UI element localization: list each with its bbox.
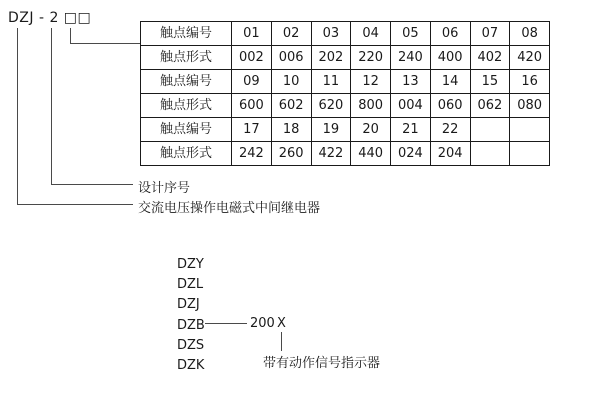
value-cell: 204 <box>430 142 470 166</box>
value-cell <box>510 142 550 166</box>
value-cell: 440 <box>351 142 391 166</box>
contact-code-table <box>140 21 550 166</box>
connector-contact-box-to-table-line <box>70 43 140 44</box>
row-label-cell: 触点形式 <box>141 142 232 166</box>
value-cell: 13 <box>391 70 431 94</box>
value-cell: 620 <box>311 94 351 118</box>
value-cell: 060 <box>430 94 470 118</box>
value-cell: 03 <box>311 22 351 46</box>
variant-note-connector-line <box>281 332 282 351</box>
row-label-cell: 触点编号 <box>141 118 232 142</box>
connector-contact-box-vertical-line <box>70 28 71 44</box>
value-cell: 080 <box>510 94 550 118</box>
model-series-item: DZK <box>177 357 205 373</box>
value-cell: 10 <box>271 70 311 94</box>
row-label-cell: 触点形式 <box>141 94 232 118</box>
value-cell: 09 <box>232 70 272 94</box>
value-cell: 400 <box>430 46 470 70</box>
row-label-cell: 触点形式 <box>141 46 232 70</box>
variant-note-label: 带有动作信号指示器 <box>263 356 381 371</box>
connector-design-serial-horizontal-line <box>51 184 133 185</box>
value-cell: 420 <box>510 46 550 70</box>
connector-relay-desc-vertical-line <box>17 28 18 205</box>
dzb-rating-value: 200 <box>250 316 275 331</box>
value-cell: 242 <box>232 142 272 166</box>
value-cell: 422 <box>311 142 351 166</box>
value-cell: 20 <box>351 118 391 142</box>
value-cell: 05 <box>391 22 431 46</box>
value-cell: 002 <box>232 46 272 70</box>
value-cell: 04 <box>351 22 391 46</box>
dzb-variant-letter: X <box>277 316 286 331</box>
model-series-item: DZB <box>177 317 205 333</box>
design-serial-label: 设计序号 <box>138 181 191 196</box>
value-cell: 07 <box>470 22 510 46</box>
model-series-item: DZJ <box>177 297 200 313</box>
value-cell: 202 <box>311 46 351 70</box>
value-cell: 004 <box>391 94 431 118</box>
value-cell: 11 <box>311 70 351 94</box>
row-label-cell: 触点编号 <box>141 22 232 46</box>
value-cell: 006 <box>271 46 311 70</box>
value-cell: 18 <box>271 118 311 142</box>
table-row <box>141 142 550 166</box>
model-code-title: DZJ - 2 □□ <box>8 10 92 26</box>
value-cell: 21 <box>391 118 431 142</box>
model-series-item: DZL <box>177 277 204 293</box>
value-cell: 240 <box>391 46 431 70</box>
row-label-cell: 触点编号 <box>141 70 232 94</box>
value-cell: 08 <box>510 22 550 46</box>
value-cell <box>470 118 510 142</box>
table-row <box>141 46 550 70</box>
dzb-rating-connector-line <box>205 323 247 324</box>
value-cell: 024 <box>391 142 431 166</box>
value-cell: 01 <box>232 22 272 46</box>
value-cell: 260 <box>271 142 311 166</box>
value-cell <box>470 142 510 166</box>
value-cell: 402 <box>470 46 510 70</box>
value-cell: 220 <box>351 46 391 70</box>
value-cell: 15 <box>470 70 510 94</box>
value-cell: 602 <box>271 94 311 118</box>
value-cell: 12 <box>351 70 391 94</box>
contact-table-body <box>141 22 550 166</box>
table-row <box>141 118 550 142</box>
table-row <box>141 70 550 94</box>
value-cell <box>510 118 550 142</box>
value-cell: 02 <box>271 22 311 46</box>
table-row <box>141 94 550 118</box>
value-cell: 14 <box>430 70 470 94</box>
connector-design-serial-vertical-line <box>51 28 52 185</box>
table-row <box>141 22 550 46</box>
value-cell: 062 <box>470 94 510 118</box>
value-cell: 19 <box>311 118 351 142</box>
value-cell: 600 <box>232 94 272 118</box>
value-cell: 06 <box>430 22 470 46</box>
model-series-item: DZS <box>177 337 205 353</box>
value-cell: 22 <box>430 118 470 142</box>
model-series-item: DZY <box>177 257 204 272</box>
model-series-list <box>177 255 205 376</box>
relay-description-label: 交流电压操作电磁式中间继电器 <box>138 201 321 216</box>
value-cell: 16 <box>510 70 550 94</box>
value-cell: 17 <box>232 118 272 142</box>
connector-relay-desc-horizontal-line <box>17 204 133 205</box>
value-cell: 800 <box>351 94 391 118</box>
